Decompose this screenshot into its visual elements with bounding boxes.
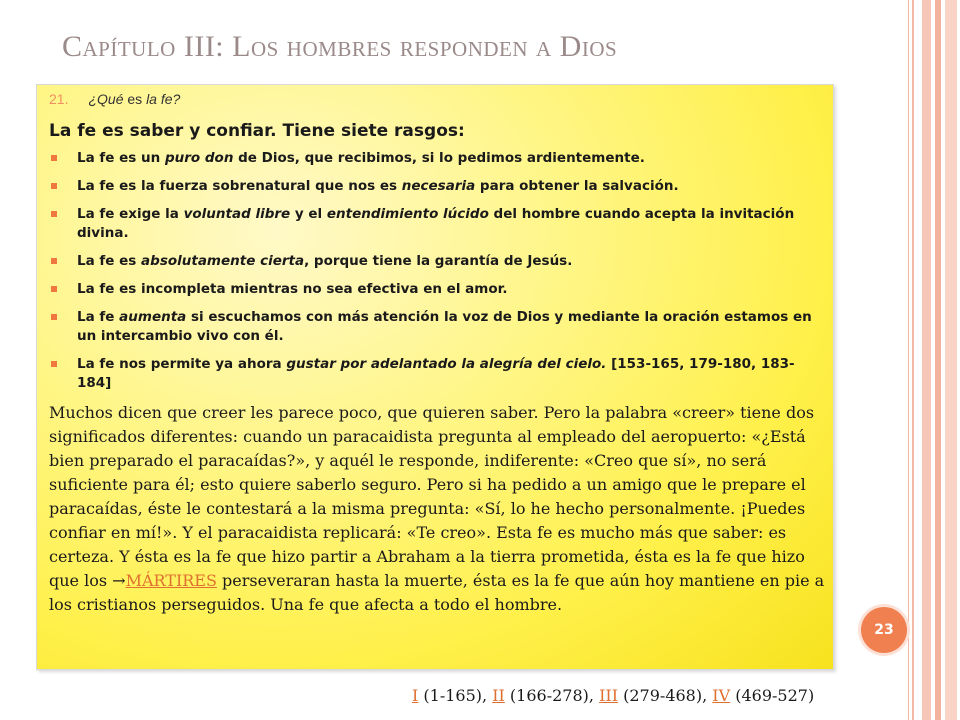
list-item [49, 355, 819, 393]
item-text: para obtener la salvación. [475, 178, 679, 194]
item-text: La fe es [77, 253, 142, 269]
item-text: y el [290, 206, 327, 222]
bullet-square-icon [51, 361, 57, 367]
question-text-c: la fe? [146, 91, 181, 107]
lead-heading: La fe es saber y confiar. Tiene siete rasgos: [49, 121, 465, 141]
question-text-b: es [127, 91, 143, 107]
chapter-link-i[interactable]: I [412, 686, 419, 705]
item-text: [153-165, 179-180, 183-184] [77, 356, 795, 391]
chapter-link-ii[interactable]: II [492, 686, 505, 705]
range-text: (166-278), [504, 686, 600, 705]
paragraph-text: perseveraran hasta la muerte, ésta es la fe que aún hoy mantiene en pie a los cristianos perseguidos. Una fe que afecta a todo el hombre. [49, 571, 825, 614]
paragraph-text: Muchos dicen que creer les parece poco, que quieren saber. Pero la palabra «creer» tiene dos significados diferentes: cuando un paracaidista pregunta al empleado del aeropuerto: «¿Está bien preparado el paracaídas?», y aquél le responde, indiferente: «Creo que sí», no será suficiente para él; esto quiere saberlo seguro. Pero si ha pedido a un amigo que le prepare el paracaídas, éste le contestará a la misma pregunta: «Sí, lo he hecho personalmente. ¡Puedes confiar en mí!». Y el paracaidista replicará: «Te creo». Esta fe es mucho más que saber: es certeza. Y ésta es la fe que hizo partir a Abraham a la tierra prometida, ésta es la fe que hizo que los [49, 403, 815, 590]
range-text: (1-165), [418, 686, 493, 705]
item-text: La fe [77, 309, 120, 325]
rasgos-list [49, 149, 819, 402]
frame-line [908, 0, 909, 720]
chapter-link-iv[interactable]: IV [712, 686, 731, 705]
list-item [49, 280, 819, 299]
decorative-side-bars [912, 0, 960, 720]
side-bar-2 [922, 0, 931, 720]
item-emphasis: gustar por adelantado la alegría del cielo. [286, 356, 607, 372]
item-text: si escuchamos con más atención la voz de Dios y mediante la oración estamos en un intercambio vivo con él. [77, 309, 812, 344]
item-emphasis: necesaria [401, 178, 476, 194]
page-number-badge: 23 [861, 607, 907, 653]
item-emphasis: aumenta [119, 309, 187, 325]
slide-title: Capítulo III: Los hombres responden a Dios [62, 30, 618, 63]
list-item [49, 149, 819, 168]
item-text: de Dios, que recibimos, si lo pedimos ardientemente. [233, 150, 645, 166]
bullet-square-icon [51, 286, 57, 292]
item-emphasis: absolutamente cierta [141, 253, 305, 269]
side-bar-4 [945, 0, 957, 720]
item-text: La fe es un [77, 150, 165, 166]
item-text: La fe es la fuerza sobrenatural que nos es [77, 178, 402, 194]
bullet-square-icon [51, 258, 57, 264]
arrow-right-icon: → [112, 571, 126, 590]
bullet-square-icon [51, 155, 57, 161]
martires-link[interactable]: MÁRTIRES [125, 571, 217, 590]
item-text: La fe nos permite ya ahora [77, 356, 287, 372]
range-text: (279-468), [618, 686, 713, 705]
item-text: La fe exige la [77, 206, 184, 222]
body-paragraph [49, 401, 825, 617]
item-emphasis: entendimiento lúcido [326, 206, 489, 222]
content-box [36, 84, 834, 670]
question-line [49, 91, 180, 107]
chapter-link-iii[interactable]: III [599, 686, 619, 705]
list-item [49, 177, 819, 196]
question-number: 21. [49, 91, 69, 107]
footer-chapter-links [412, 686, 852, 705]
item-text: del hombre cuando acepta la invitación divina. [77, 206, 795, 241]
item-text: , porque tiene la garantía de Jesús. [304, 253, 573, 269]
bullet-square-icon [51, 314, 57, 320]
question-text-a: ¿Qué [88, 91, 124, 107]
list-item [49, 308, 819, 346]
list-item [49, 252, 819, 271]
item-emphasis: puro don [164, 150, 234, 166]
list-item [49, 205, 819, 243]
bullet-square-icon [51, 183, 57, 189]
item-emphasis: voluntad libre [183, 206, 291, 222]
range-text: (469-527) [730, 686, 815, 705]
side-bar-1 [912, 0, 914, 720]
item-text: La fe es incompleta mientras no sea efectiva en el amor. [77, 281, 508, 297]
side-bar-3 [935, 0, 941, 720]
bullet-square-icon [51, 211, 57, 217]
